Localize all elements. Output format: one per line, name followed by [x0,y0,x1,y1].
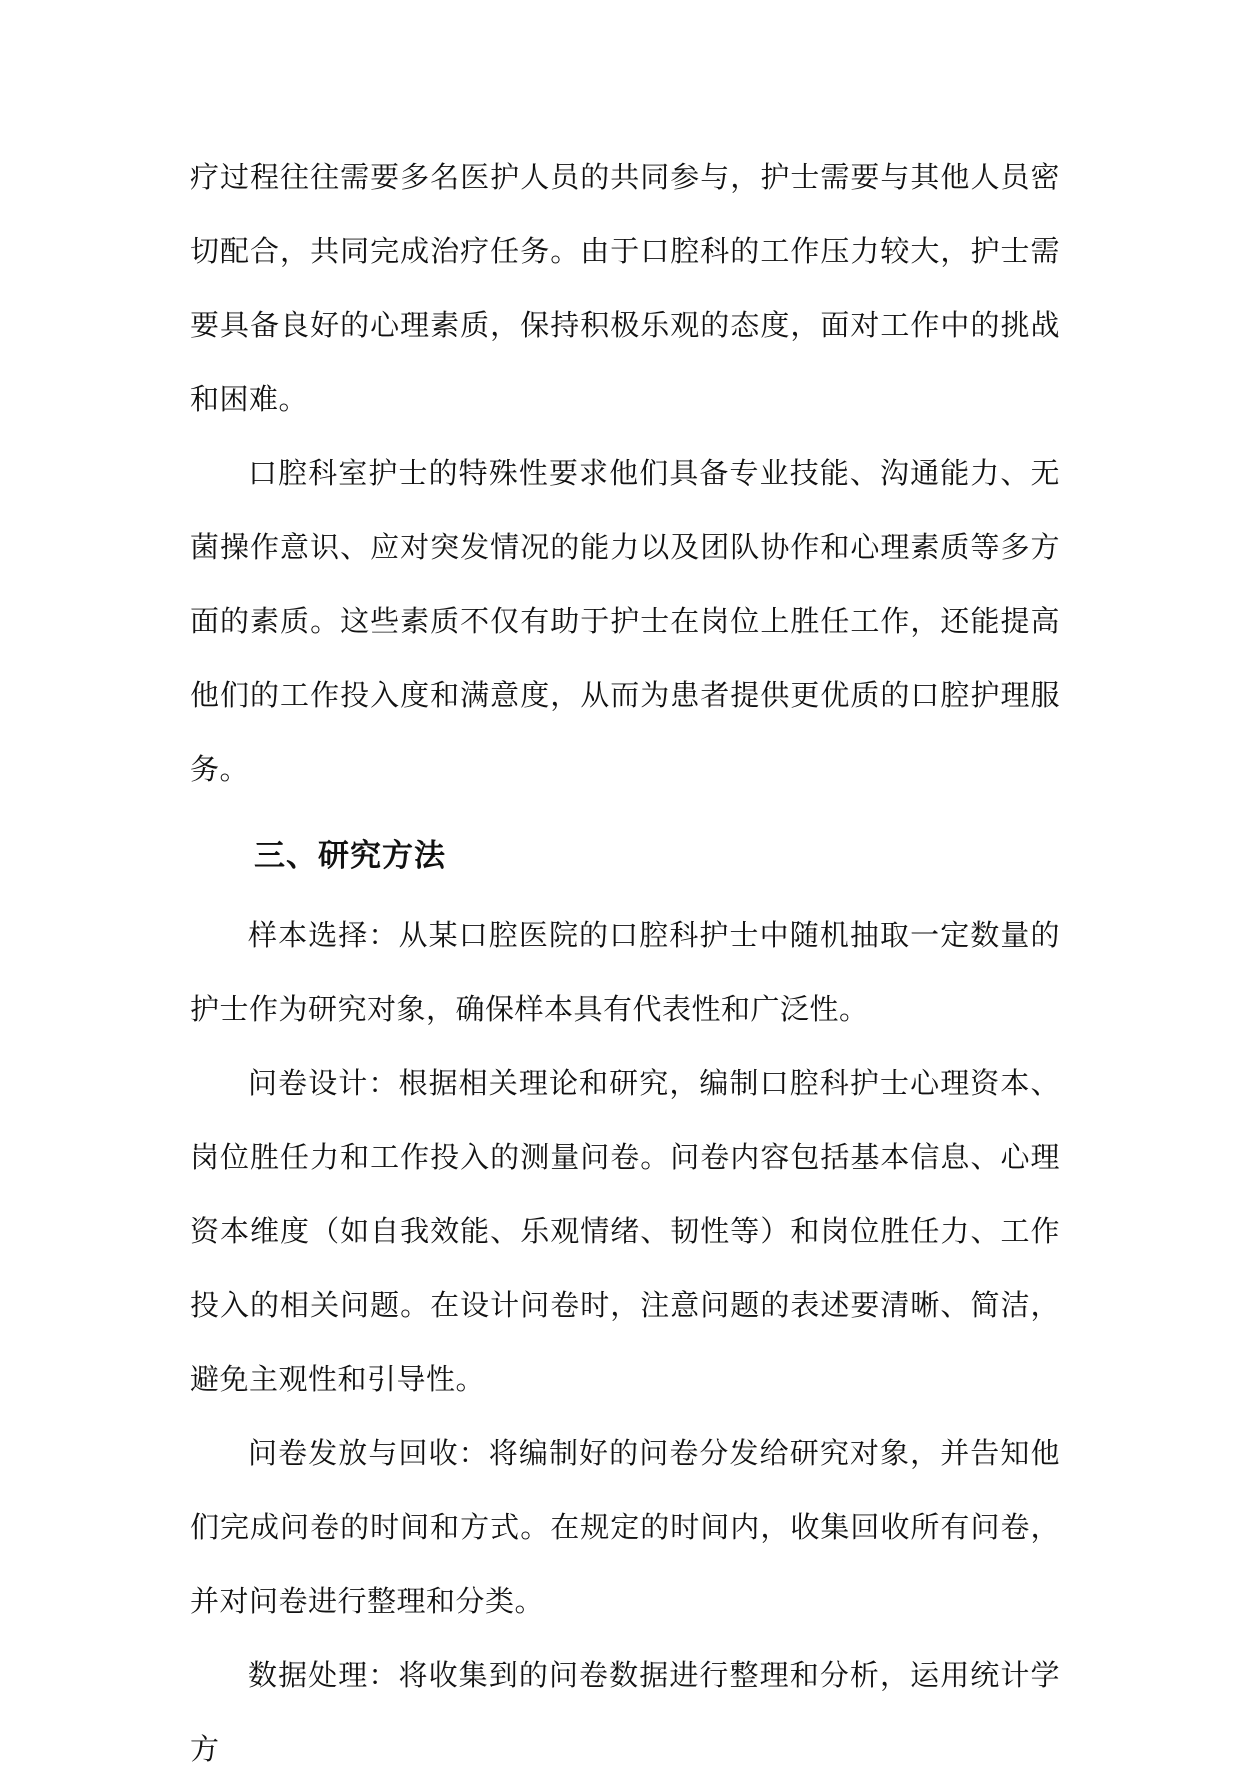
paragraph-data-processing: 数据处理：将收集到的问卷数据进行整理和分析，运用统计学方 [190,1658,1060,1766]
paragraph-questionnaire-distribution: 问卷发放与回收：将编制好的问卷分发给研究对象，并告知他们完成问卷的时间和方式。在规定的时间内，收集回收所有问卷，并对问卷进行整理和分类。 [190,1436,1060,1618]
paragraph-questionnaire-design: 问卷设计：根据相关理论和研究，编制口腔科护士心理资本、岗位胜任力和工作投入的测量问卷。问卷内容包括基本信息、心理资本维度（如自我效能、乐观情绪、韧性等）和岗位胜任力、工作投入的相关问题。在设计问卷时，注意问题的表述要清晰、简洁，避免主观性和引导性。 [190,1066,1060,1396]
section-heading-research-methods: 三、研究方法 [254,838,446,874]
document-body [190,140,1060,1786]
paragraph-nurse-qualities: 口腔科室护士的特殊性要求他们具备专业技能、沟通能力、无菌操作意识、应对突发情况的能力以及团队协作和心理素质等多方面的素质。这些素质不仅有助于护士在岗位上胜任工作，还能提高他们的工作投入度和满意度，从而为患者提供更优质的口腔护理服务。 [190,456,1060,786]
paragraph-sample-selection: 样本选择：从某口腔医院的口腔科护士中随机抽取一定数量的护士作为研究对象，确保样本具有代表性和广泛性。 [190,918,1060,1026]
paragraph-continuation: 疗过程往往需要多名医护人员的共同参与，护士需要与其他人员密切配合，共同完成治疗任务。由于口腔科的工作压力较大，护士需要具备良好的心理素质，保持积极乐观的态度，面对工作中的挑战和困难。 [190,160,1060,416]
